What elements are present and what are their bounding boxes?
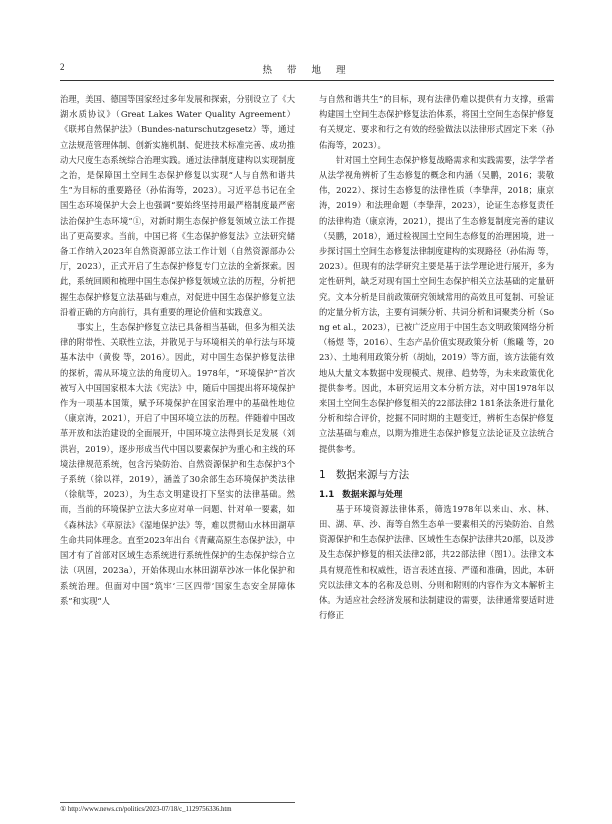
section-number: 1 <box>319 468 326 481</box>
body-paragraph: 治理，美国、德国等国家经过多年发展和探索，分别设立了《大湖水质协议》（Great Lakes Water Quality Agreement）《联邦自然保护法》（Bundes-naturschutzgesetz）等，通过立法规范管理体制、创新实施机制、促进技术标准完善、成功推动大尺度生态系统综合治理实践。通过法律制度建构以实现制度之治，是保障国土空间生态保护修复以实现“人与自然和谐共生”为目标的重要路径（孙佑海等，2023）。习近平总书记在全国生态环境保护大会上也强调“要始终坚持用最严格制度最严密法治保护生态环境”①，对新时期生态保护修复领域立法工作提出了更高要求。当前，中国已将《生态保护修复法》立法研究储备工作纳入2023年自然资源部立法工作计划（自然资源部办公厅，2023），正式开启了生态保护修复专门立法的全新探索。因此，系统回顾和梳理中国生态保护修复领域立法的历程，分析把握生态保护修复立法基础与难点，对促进中国生态保护修复立法沿着正确的方向前行，具有重要的理论价值和实践意义。 <box>60 94 295 317</box>
left-column <box>60 92 295 609</box>
body-paragraph: 基于环境资源法律体系，筛选1978年以来山、水、林、田、湖、草、沙、海等自然生态单一要素相关的污染防治、自然资源保护和生态保护法律、区域性生态保护法律共20部，以及涉及生态保护修复的相关法律2部，共22部法律（图1）。法律文本具有规范性和权威性，语言表述直接、严谨和准确，因此，本研究以法律文本的名称及总则、分则和附则的内容作为文本解析主体。为适应社会经济发展和法制建设的需要，法律通常要适时进行修正 <box>319 503 554 621</box>
footnote: ① http://www.news.cn/politics/2023-07/18/c_1129756336.htm <box>60 802 295 813</box>
subsection-heading <box>319 488 554 500</box>
body-paragraph: 事实上，生态保护修复立法已具备相当基础，但多为相关法律的附带性、关联性立法，并散见于与环境相关的单行法与环境基本法中（黄俊 等，2016）。因此，对中国生态保护修复法律的探析，需从环境立法的角度切入。1978年，“环境保护”首次被写入中国国家根本大法《宪法》中，随后中国提出将环境保护作为一项基本国策，赋予环境保护在国家治理中的基础性地位（康京涛，2021），开启了中国环境立法的历程。伴随着中国改革开放和法治建设的全面展开，中国环境立法得到长足发展（刘洪岩，2019），逐步形成当代中国以要素保护为重心和主线的环境法律规范系统，包含污染防治、自然资源保护和生态保护3个子系统（徐以祥，2019），涵盖了30余部生态环境保护类法律（徐航等，2023），为生态文明建设打下坚实的法律基础。然而，当前的环境保护立法大多应对单一问题、针对单一要素，如《森林法》《草原法》《湿地保护法》等，难以贯彻山水林田湖草生命共同体理念。直至2023年出台《青藏高原生态保护法》，中国才有了首部对区域生态系统进行系统性保护的生态保护综合立法（巩固，2023a），开始体现山水林田湖草沙冰一体化保护和系统治理。但面对中国“筑牢‘三区四带’国家生态安全屏障体系”和实现“人 <box>60 322 295 606</box>
journal-title: 热 带 地 理 <box>262 65 352 76</box>
page-number: 2 <box>60 62 65 72</box>
body-paragraph: 针对国土空间生态保护修复战略需求和实践需要，法学学者从法学视角辨析了生态修复的概念和内涵（吴鹏，2016；裴敬伟，2022）、探讨生态修复的法律性质（李挚萍，2018；康京涛，2019）和法理命题（李挚萍，2023），论证生态修复责任的法律构造（康京涛，2021），提出了生态修复制度完善的建议（吴鹏，2018），通过检视国土空间生态修复的治理困境，进一步探讨国土空间生态修复法律制度建构的实现路径（孙佑海 等，2023）。但现有的法学研究主要是基于法学理论进行展开，多为定性研判，缺乏对现有国土空间生态保护相关立法基础的定量研究。文本分析是目前政策研究领域常用的高效且可复制、可验证的定量分析方法，主要有词频分析、共词分析和词聚类分析（Song et al.，2023），已被广泛应用于中国生态文明政策网络分析（杨煜 等，2016）、生态产品价值实现政策分析（熊曦 等，2023）、土地利用政策分析（胡灿，2019）等方面，该方法能有效地从大量文本数据中发现模式、规律、趋势等，为未来政策优化提供参考。因此，本研究运用文本分析方法，对中国1978年以来国土空间生态保护修复相关的22部法律2 181条法条进行量化分析和综合评价，挖掘不同时期的主题变迁，辨析生态保护修复立法基础与难点，以期为推进生态保护修复立法论证及立法统合提供参考。 <box>319 154 554 454</box>
body-paragraph: 与自然和谐共生”的目标，现有法律仍难以提供有力支撑，亟需构建国土空间生态保护修复法治体系，将国土空间生态保护修复有关规定、要求和行之有效的经验做法以法律形式固定下来（孙佑海等，2023）。 <box>319 94 554 150</box>
section-title: 数据来源与方法 <box>335 468 410 481</box>
subsection-number: 1.1 <box>319 489 335 500</box>
running-header <box>60 62 554 81</box>
right-column <box>319 92 554 624</box>
section-heading <box>319 467 554 482</box>
subsection-title: 数据来源与处理 <box>342 489 403 500</box>
